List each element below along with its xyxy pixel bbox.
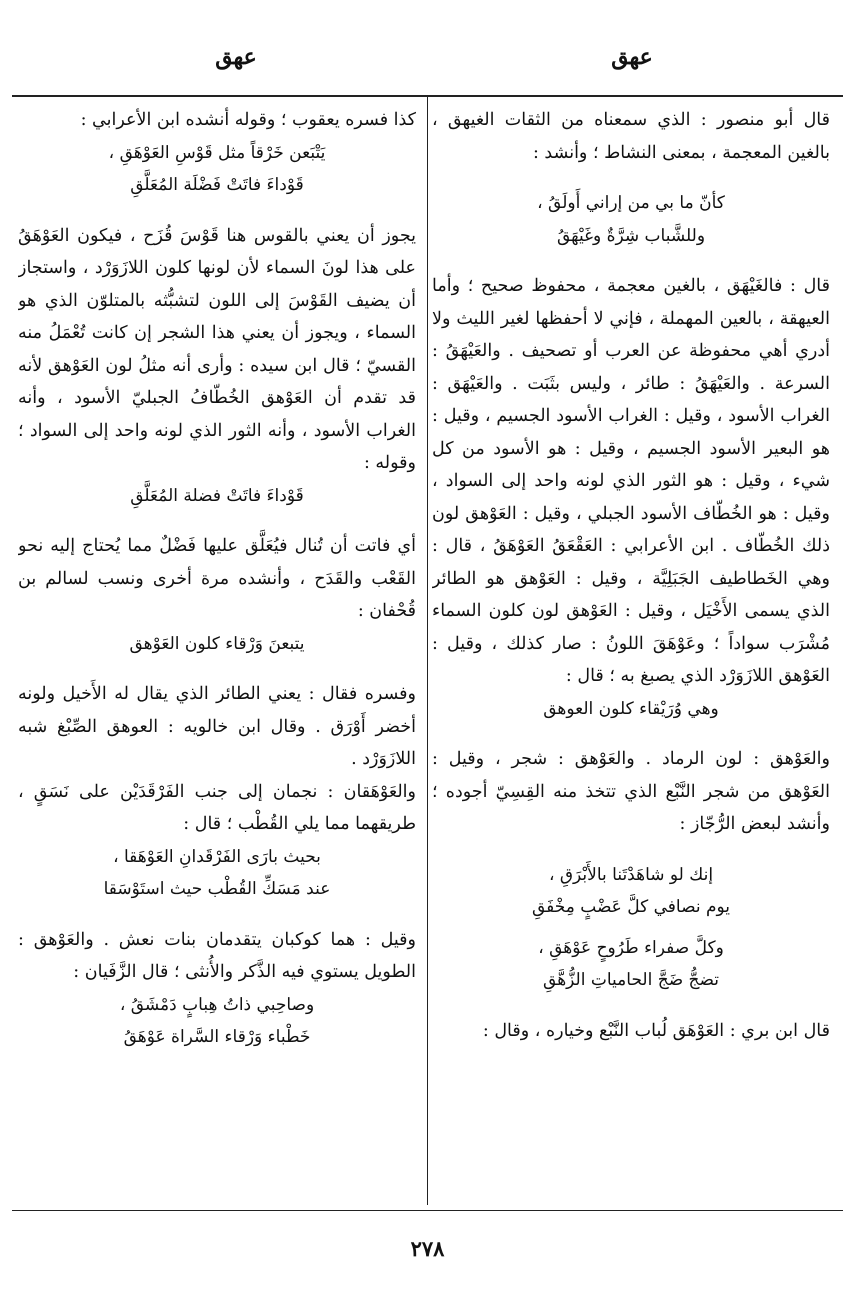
- paragraph: وفسره فقال : يعني الطائر الذي يقال له الأَخيل ولونه أخضر أَوْرَق . وقال ابن خالويه : العوهق الصِّبْغ شبه اللازَوَرْد .: [18, 684, 416, 769]
- verse-line: وكلَّ صفراء طَرُوحٍ عَوْهَقِ ،: [538, 937, 724, 958]
- paragraph: قال ابن بري : العَوْهَق لُباب النَّبْع وخياره ، وقال :: [482, 1020, 830, 1041]
- verse-line: يوم نصافي كلَّ عَضْبٍ مِخْفَقِ: [531, 897, 730, 917]
- verse-line: خَطْباء وَرْقاء السَّراة عَوْهَقُ: [123, 1027, 311, 1047]
- verse-line: يتبعنَ وَرْقاء كلون العَوْهق: [129, 633, 305, 654]
- paragraph: أي فاتت أن تُنال فيُعَلَّق عليها فَضْلٌ مما يُحتاج إليه نحو القَعْب والقَدَح ، وأنشده مرة أخرى ونسب لسالم بن قُحْفان :: [18, 536, 416, 621]
- verse-line: وهي وُرَيْقاء كلون العوهق: [543, 698, 719, 719]
- verse-line: يَتْبَعن خَرْقاً مثل قَوْسِ العَوْهَقِ ،: [108, 142, 326, 163]
- verse-line: وللشَّباب شِرَّةٌ وغَيْهَقُ: [556, 225, 706, 246]
- verse-line: كأنّ ما بي من إراني أَولَقُ ،: [537, 193, 725, 213]
- verse-line: وصاحِبي ذاتُ هِبابٍ دَمْشَقُ ،: [119, 994, 315, 1015]
- footer-rule: [12, 1210, 843, 1211]
- paragraph: قال أبو منصور : الذي سمعناه من الثقات الغيهق ، بالغين المعجمة ، بمعنى النشاط ؛ وأنشد :: [432, 110, 830, 163]
- left-column: [18, 104, 416, 1204]
- verse-line: تضجُّ ضَجَّ الحامياتِ الزُّهَّقِ: [543, 970, 719, 990]
- verse-line: بحيث بارَى الفَرْقَدانِ العَوْهَقا ،: [113, 846, 321, 867]
- page-number: ٢٧٨: [410, 1236, 445, 1261]
- paragraph: كذا فسره يعقوب ؛ وقوله أنشده ابن الأعرابي :: [80, 110, 416, 130]
- paragraph: قال : فالغَيْهَق ، بالغين معجمة ، محفوظ صحيح ؛ وأما العيهقة ، بالعين المهملة ، فإني لا أحفظها لغير الليث ولا أدري أهي محفوظة عن العرب أو تصحيف . والعَيْهَقُ : السرعة . والعَيْهَقُ : طائر ، وليس بثَبَت . والعَيْهَق : الغراب الأسود ، وقيل : الغراب الأسود الجسيم ، وقيل : هو البعير الأسود الجسيم ، وقيل : هو الأسود من كل شيء ، وقيل : هو الثور الذي لونه واحد إلى السواد ، وقيل : هو الخُطّاف الأسود الجبلي ، وقيل : العَوْهق لون ذلك الخُطّاف . ابن الأعرابي : العَقْعَقُ العَوْهَقُ ، قال : وهي الخَطاطيف الجَبَلِيَّة ، وقيل : العَوْهق هو الطائر الذي يسمى الأَخْيَل ، وقيل : العَوْهق لون كلون السماء مُشْرَب سواداً ؛ وعَوْهَقَ اللونُ : صار كذلك ، وقيل : العَوْهق اللازَوَرْد الذي يصبغ به ؛ قال :: [432, 276, 830, 686]
- verse-line: عند مَسَكِّ القُطْب حيث استَوْسَقا: [103, 879, 331, 899]
- column-divider: [427, 97, 428, 1205]
- paragraph: والعَوْهَقان : نجمان إلى جنب الفَرْقَدَيْن على نَسَقٍ ، طريقهما مما يلي القُطْب ؛ قال :: [18, 781, 416, 834]
- right-column: [432, 104, 830, 1204]
- verse-line: قَوْداءَ فاتَتْ فضلة المُعَلَّقِ: [130, 485, 304, 506]
- paragraph: يجوز أن يعني بالقوس هنا قَوْسَ قُزَح ، فيكون العَوْهَقُ على هذا لونَ السماء لأن لونها كلون اللازَوَرْد ، واستجاز أن يضيف القَوْسَ إلى اللون لتشبُّثه بالمتلوّن الذي هو السماء ، ويجوز أن يعني هذا الشجر إن كانت تُعْمَلُ منه القسيّ ؛ قال ابن سيده : وأرى أنه مثلُ لون العَوْهق لأنه قد تقدم أن العَوْهق الخُطّافُ الجبليّ الأسود ، وأنه الغراب الأسود ، وأنه الثور الذي لونه واحد إلى السواد ؛ وقوله :: [18, 225, 416, 473]
- verse-line: إنك لو شاهَدْتَنا بالأَبْرَقِ ،: [548, 864, 714, 885]
- running-header-left: عهق: [215, 44, 257, 70]
- paragraph: والعَوْهق : لون الرماد . والعَوْهق : شجر ، وقيل : العَوْهق من شجر النَّبْع الذي تتخذ منه القِسِيّ أجوده ؛ وأنشد لبعض الرُّجّاز :: [432, 749, 830, 834]
- running-header-right: عهق: [611, 44, 653, 70]
- paragraph: وقيل : هما كوكبان يتقدمان بنات نعش . والعَوْهق : الطويل يستوي فيه الذَّكر والأُنثى ؛ قال الزَّفَيان :: [18, 929, 416, 982]
- verse-line: قَوْداءَ فاتَتْ فَضْلَة المُعَلَّقِ: [130, 175, 304, 195]
